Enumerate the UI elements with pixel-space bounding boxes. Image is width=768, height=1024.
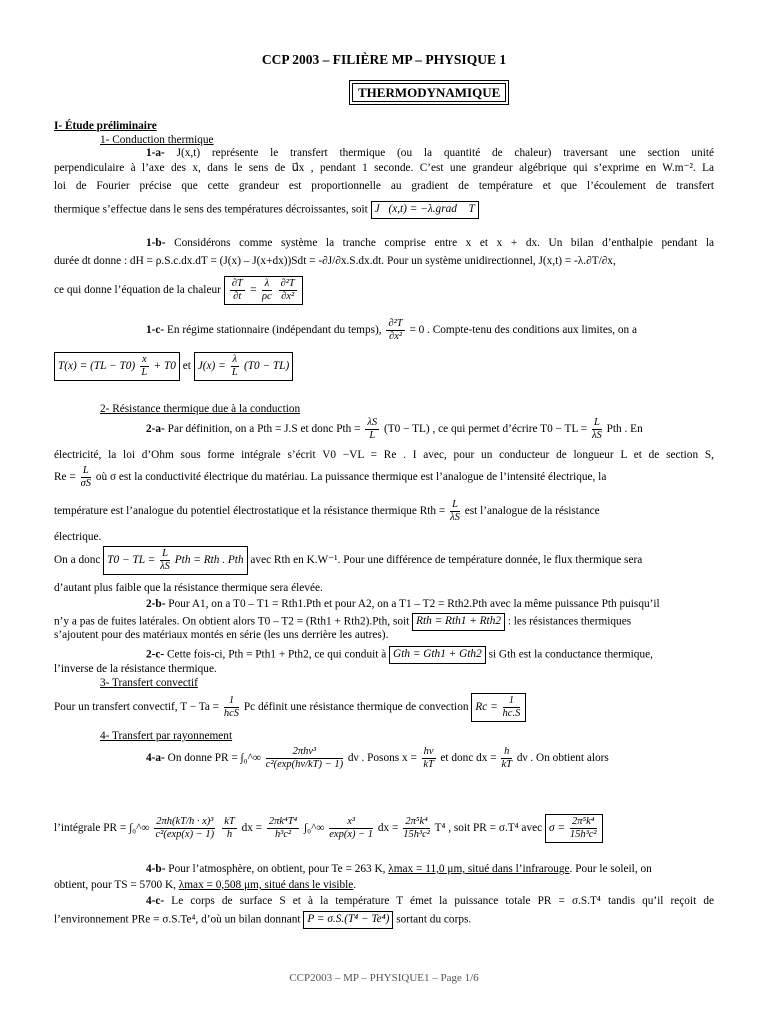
page-footer: CCP2003 – MP – PHYSIQUE1 – Page 1/6 (289, 972, 479, 984)
paragraph-1a-line3: loi de Fourier précise que cette grandeur est proportionnelle au gradient de température et que l’écoulement de transfert (54, 180, 714, 192)
subject-box: THERMODYNAMIQUE (352, 83, 506, 102)
thermal-resistance-box: T0 − TL = $\frac{L}{\lambda S}$ Pth = Rth . Pth (103, 546, 247, 575)
fourier-law-box: J⃗(x,t) = −λ.grad⃗ T (371, 201, 479, 219)
heat-equation-box: $\frac{\partial T}{\partial t}$ = $\frac{\lambda}{\rho c}$ $\frac{\text{∂²T}}{\text{∂x²}}$ (224, 276, 303, 305)
paragraph-4b-line1: 4-b- Pour l’atmosphère, on obtient, pour Te = 263 K, λmax = 11,0 μm, situé dans l’infrarouge. Pour le soleil, on (146, 863, 652, 875)
paragraph-4a-line2: l’intégrale PR = ∫₀^∞ $\frac{\text{2πh(kT/h · x)³}}{\text{c²(exp(x) − 1)}}$ $\frac{kT}{h}$ dx = $\frac{\text{2πk⁴T⁴}}{\text{h³c²}}$ ∫₀^∞ $\frac{\text{x³}}{\exp(x) - 1}$ dx = $\frac{\text{2π⁵k⁴}}{\text{15h³c²}}$ T⁴ , soit PR = σ.T⁴ avec σ = $\frac{\text{2π⁵k⁴}}{\text{15h³c²}}$ (54, 814, 714, 843)
paragraph-2c-line1: 2-c- Cette fois-ci, Pth = Pth1 + Pth2, ce qui conduit à Gth = Gth1 + Gth2 si Gth est la conductance thermique, (54, 646, 714, 664)
paragraph-2b-line2: n’y a pas de fuites latérales. On obtient alors T0 – T2 = (Rth1 + Rth2).Pth, soit Rth = Rth1 + Rth2 : les résistances thermiques (54, 613, 714, 631)
paragraph-2a-line2: électricité, la loi d’Ohm sous forme intégrale s’écrit V0 −VL = Re . I avec, pour un conducteur de longueur L et de section S, (54, 449, 714, 461)
paragraph-4c-line1: 4-c- Le corps de surface S et à la température T émet la puissance totale PR = σ.S.T⁴ tandis qu’il reçoit de (146, 895, 714, 907)
stefan-constant-box: σ = $\frac{\text{2π⁵k⁴}}{\text{15h³c²}}$ (545, 814, 603, 843)
convection-resistance-box: Rc = $\frac{1}{hc.S}$ (471, 693, 526, 722)
paragraph-2b-line1: 2-b- Pour A1, on a T0 – T1 = Rth1.Pth et pour A2, on a T1 – T2 = Rth2.Pth avec la même puissance Pth puisqu’il (146, 598, 660, 610)
subsection-heading-1: 1- Conduction thermique (100, 134, 214, 146)
flux-profile-box: J(x) = $\frac{\lambda}{L}$ (T0 − TL) (194, 352, 294, 381)
paragraph-2a-line7: d’autant plus faible que la résistance thermique sera élevée. (54, 582, 323, 594)
subsection-heading-3: 3- Transfert convectif (100, 677, 198, 689)
paragraph-1a-line1: 1-a- J(x,t) représente le transfert thermique (ou la quantité de chaleur) traversant une section unité (146, 147, 714, 159)
paragraph-2a-line5: électrique. (54, 531, 102, 543)
paragraph-1b-line2: durée dt donne : dH = ρ.S.c.dx.dT = (J(x) – J(x+dx))Sdt = -∂J/∂x.S.dx.dt. Pour un système unidirectionnel, J(x,t) = -λ.∂T/∂x, (54, 255, 616, 267)
radiative-balance-box: P = σ.S.(T⁴ − Te⁴) (303, 911, 393, 929)
paragraph-4b-line2: obtient, pour TS = 5700 K, λmax = 0,508 μm, situé dans le visible. (54, 879, 357, 891)
paragraph-2a-line1: 2-a- Par définition, on a Pth = J.S et donc Pth = $\frac{\lambda S}{L}$ (T0 − TL) , ce qui permet d’écrire T0 − TL = $\frac{L}{\lambda S}$ Pth . En (146, 417, 643, 442)
paragraph-1c-line1: 1-c- En régime stationnaire (indépendant du temps), $\frac{\text{∂²T}}{\text{∂x²}}$ = 0 . Compte-tenu des conditions aux limites, on a (146, 318, 638, 343)
paragraph-2c-line2: l’inverse de la résistance thermique. (54, 663, 217, 675)
paragraph-3-line1: Pour un transfert convectif, T − Ta = $\frac{1}{\text{hcS}}$ Pc définit une résistance thermique de convection Rc = $\frac{1}{hc.S}$ (54, 693, 714, 722)
paragraph-1a-line2: perpendiculaire à l’axe des x, dans le sens de u⃗x , pendant 1 seconde. C’est une grandeur algébrique qui s’exprime en W.m⁻². La (54, 162, 714, 174)
section-heading: I- Étude préliminaire (54, 120, 157, 132)
temperature-profile-box: T(x) = (TL − T0) $\frac{x}{L}$ + T0 (54, 352, 180, 381)
paragraph-2a-line4: température est l’analogue du potentiel électrostatique et la résistance thermique Rth = $\frac{L}{\lambda S}$ est l’analogue de la résistance (54, 499, 600, 524)
paragraph-4a-line1: 4-a- On donne PR = ∫₀^∞ $\frac{\text{2πhν³}}{\text{c²(exp(hν/kT) − 1)}}$ dν . Posons x = $\frac{h\nu}{kT}$ et donc dx = $\frac{h}{kT}$ dν . On obtient alors (146, 746, 609, 771)
paragraph-1b-line1: 1-b- Considérons comme système la tranche comprise entre x et x + dx. Un bilan d’enthalpie pendant la (146, 237, 714, 249)
paragraph-2a-line3: Re = $\frac{L}{\sigma S}$ où σ est la conductivité électrique du matériau. La puissance thermique est l’analogue de l’intensité électrique, la (54, 465, 607, 490)
paragraph-4c-line2: l’environnement PRe = σ.S.Te⁴, d’où un bilan donnant P = σ.S.(T⁴ − Te⁴) sortant du corps. (54, 911, 714, 929)
paragraph-1c-line2: T(x) = (TL − T0) $\frac{x}{L}$ + T0 et J(x) = $\frac{\lambda}{L}$ (T0 − TL) (54, 352, 714, 381)
parallel-conductance-box: Gth = Gth1 + Gth2 (389, 646, 486, 664)
paragraph-1b-line3: ce qui donne l’équation de la chaleur $\frac{\partial T}{\partial t}$ = $\frac{\lambda}{\rho c}$ $\frac{\text{∂²T}}{\text{∂x²}}$ (54, 276, 714, 305)
series-resistance-box: Rth = Rth1 + Rth2 (412, 613, 505, 631)
paragraph-2a-line6: On a donc T0 − TL = $\frac{L}{\lambda S}$ Pth = Rth . Pth avec Rth en K.W⁻¹. Pour une différence de température donnée, le flux thermique sera (54, 546, 714, 575)
page-title: CCP 2003 – FILIÈRE MP – PHYSIQUE 1 (261, 52, 507, 67)
paragraph-1a-line4: thermique s’effectue dans le sens des températures décroissantes, soit J⃗(x,t) = −λ.grad⃗ T (54, 201, 714, 219)
subsection-heading-4: 4- Transfert par rayonnement (100, 730, 233, 742)
paragraph-2b-line3: s’ajoutent pour des matériaux montés en série (les uns derrière les autres). (54, 629, 389, 641)
subsection-heading-2: 2- Résistance thermique due à la conduction (100, 403, 301, 415)
